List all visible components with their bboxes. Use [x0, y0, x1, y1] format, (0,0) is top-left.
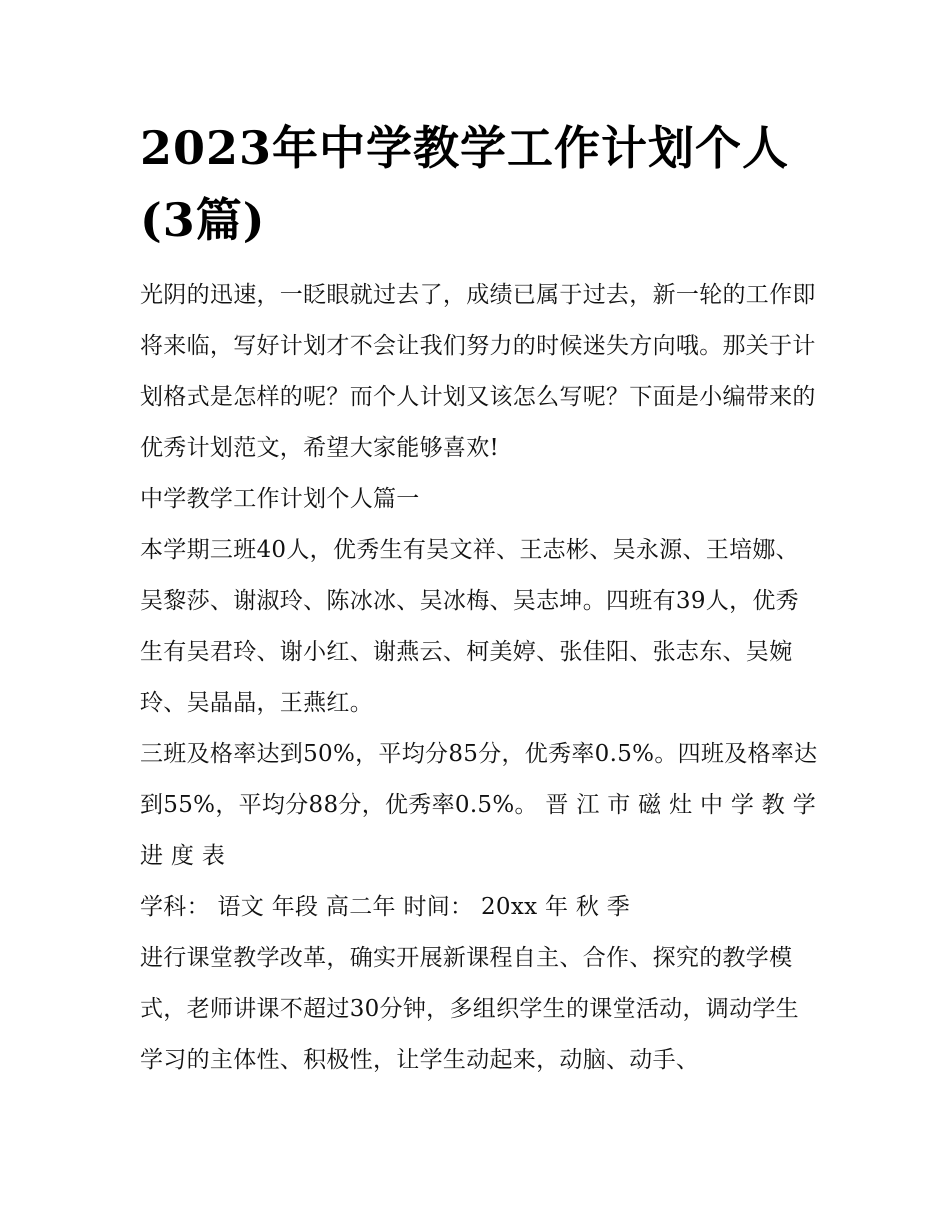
title-line-1: 2023年中学教学工作计划个人: [140, 121, 790, 175]
document-title: [140, 112, 820, 256]
section-heading: 中学教学工作计划个人篇一: [140, 486, 420, 512]
pass-rate-paragraph: 三班及格率达到50%，平均分85分，优秀率0.5%。四班及格率达到55%，平均分88分，优秀率0.5%。 晋 江 市 磁 灶 中 学 教 学 进 度 表: [140, 741, 818, 869]
document-page: [140, 112, 820, 1086]
subject-line: 学科： 语文 年段 高二年 时间： 20xx 年 秋 季: [140, 894, 631, 920]
intro-paragraph: 光阴的迅速，一眨眼就过去了，成绩已属于过去，新一轮的工作即将来临，写好计划才不会让我们努力的时候迷失方向哦。那关于计划格式是怎样的呢？而个人计划又该怎么写呢？下面是小编带来的优秀计划范文，希望大家能够喜欢!: [140, 282, 816, 461]
class-paragraph: 本学期三班40人，优秀生有吴文祥、王志彬、吴永源、王培娜、吴黎莎、谢淑玲、陈冰冰、吴冰梅、吴志坤。四班有39人，优秀生有吴君玲、谢小红、谢燕云、柯美婷、张佳阳、张志东、吴婉玲、吴晶晶，王燕红。: [140, 537, 799, 716]
title-line-2: (3篇): [140, 193, 266, 247]
reform-paragraph: 进行课堂教学改革，确实开展新课程自主、合作、探究的教学模式，老师讲课不超过30分钟，多组织学生的课堂活动，调动学生学习的主体性、积极性，让学生动起来，动脑、动手、: [140, 945, 799, 1073]
